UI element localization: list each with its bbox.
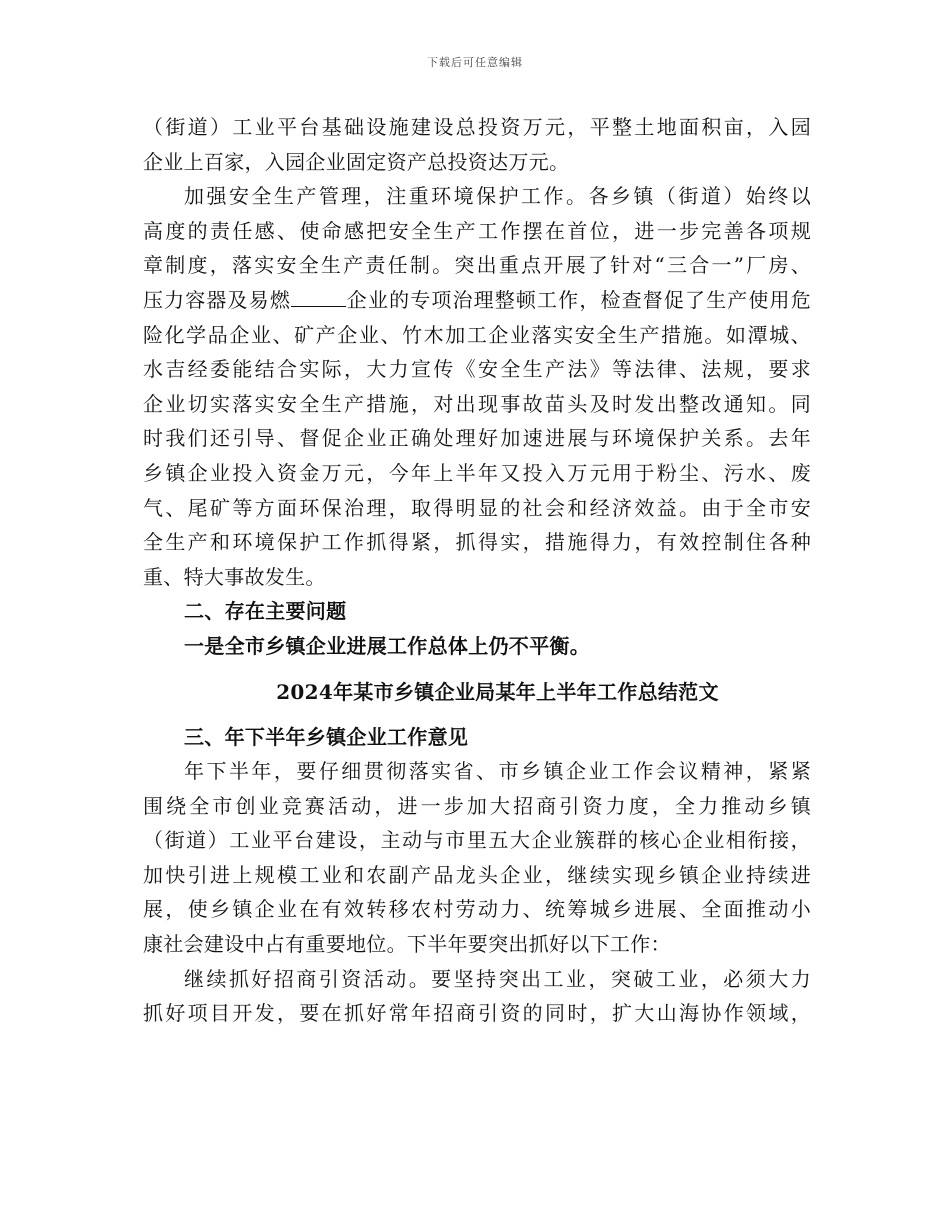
document-title: 2024年某市乡镇企业局某年上半年工作总结范文 xyxy=(276,679,719,704)
section-heading-opinions: 三、年下半年乡镇企业工作意见 xyxy=(184,724,469,749)
paragraph-1 xyxy=(143,110,811,179)
text-line: 抓好项目开发，要在抓好常年招商引资的同时，扩大山海协作领域， xyxy=(143,1001,811,1026)
text-line: 加快引进上规模工业和农副产品龙头企业，继续实现乡镇企业持续进 xyxy=(143,862,811,887)
paragraph-safety xyxy=(143,179,811,594)
text-line: 时我们还引导、督促企业正确处理好加速进展与环境保护关系。去年 xyxy=(143,426,811,451)
text-line: （街道）工业平台基础设施建设总投资万元，平整土地面积亩，入园 xyxy=(143,115,811,139)
text-line: 险化学品企业、矿产企业、竹木加工企业落实安全生产措施。如潭城、 xyxy=(143,322,811,347)
text-line: （街道）工业平台建设，主动与市里五大企业簇群的核心企业相衔接， xyxy=(143,828,811,853)
text-line: 高度的责任感、使命感把安全生产工作摆在首位，进一步完善各项规 xyxy=(143,218,811,243)
text-line: 水吉经委能结合实际，大力宣传《安全生产法》等法律、法规，要求 xyxy=(143,357,811,382)
text-line: 重、特大事故发生。 xyxy=(143,564,326,589)
page-header: 下载后可任意编辑 xyxy=(427,56,523,69)
text-line: 气、尾矿等方面环保治理，取得明显的社会和经济效益。由于全市安 xyxy=(143,495,811,520)
text-line xyxy=(143,283,811,318)
paragraph-investment xyxy=(143,962,811,1031)
text-segment: 企业的专项治理整顿工作，检查督促了生产使用危 xyxy=(345,287,811,312)
text-line: 围绕全市创业竞赛活动，进一步加大招商引资力度，全力推动乡镇 xyxy=(143,793,811,818)
text-line: 展，使乡镇企业在有效转移农村劳动力、统筹城乡进展、全面推动小 xyxy=(143,897,811,922)
text-line: 企业切实落实安全生产措施，对出现事故苗头及时发出整改通知。同 xyxy=(143,391,811,416)
text-line: 加强安全生产管理，注重环境保护工作。各乡镇（街道）始终以 xyxy=(184,184,811,209)
blank-underline xyxy=(291,288,346,307)
text-line: 康社会建设中占有重要地位。下半年要突出抓好以下工作： xyxy=(143,932,671,957)
text-line: 乡镇企业投入资金万元，今年上半年又投入万元用于粉尘、污水、废 xyxy=(143,460,811,485)
document-body xyxy=(143,110,811,1031)
text-line: 全生产和环境保护工作抓得紧，抓得实，措施得力，有效控制住各种 xyxy=(143,530,811,555)
sub-heading-imbalance: 一是全市乡镇企业进展工作总体上仍不平衡。 xyxy=(184,633,590,658)
text-line: 继续抓好招商引资活动。要坚持突出工业，突破工业，必须大力 xyxy=(184,966,811,991)
text-line: 企业上百家，入园企业固定资产总投资达万元。 xyxy=(143,149,570,174)
text-line: 章制度，落实安全生产责任制。突出重点开展了针对“三合一”厂房、 xyxy=(143,253,811,278)
section-heading-problems: 二、存在主要问题 xyxy=(184,599,347,624)
paragraph-second-half xyxy=(143,754,811,962)
text-segment: 压力容器及易燃 xyxy=(143,287,291,312)
text-line: 年下半年，要仔细贯彻落实省、市乡镇企业工作会议精神，紧紧 xyxy=(184,759,811,784)
